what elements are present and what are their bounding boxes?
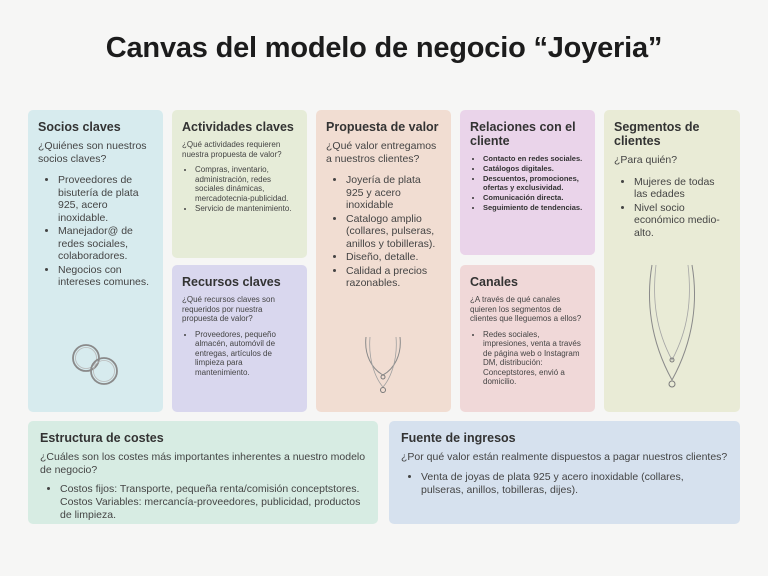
- card-list: [182, 165, 297, 214]
- card-question: ¿Qué recursos claves son requeridos por nuestra propuesta de valor?: [182, 295, 275, 323]
- card-question: ¿Para quién?: [614, 154, 678, 166]
- card-canales: [460, 265, 595, 412]
- list-item: • Manejador@ de redes sociales, colaboradores.: [58, 225, 153, 263]
- card-question: ¿Qué actividades requieren nuestra propuesta de valor?: [182, 140, 282, 159]
- card-socios-claves: [28, 110, 163, 412]
- list-item: • Contacto en redes sociales.: [483, 154, 585, 163]
- card-segmentos-de-clientes: [604, 110, 740, 412]
- card-list: [38, 174, 153, 289]
- list-item: • Mujeres de todas las edades: [634, 176, 730, 201]
- list-item: • Compras, inventario, administración, redes sociales dinámicas, mercadotecnia-publicidad.: [195, 165, 297, 203]
- card-recursos-claves: [172, 265, 307, 412]
- card-relaciones-con-el-cliente: [460, 110, 595, 255]
- list-item: • Diseño, detalle.: [346, 251, 441, 264]
- card-heading: Socios claves: [38, 120, 121, 134]
- list-item: • Costos fijos: Transporte, pequeña renta/comisión conceptstores. Costos Variables: mercancía-proveedores, publicidad, productos de limpieza.: [60, 483, 366, 522]
- card-heading: Actividades claves: [182, 120, 294, 134]
- list-item: • Joyería de plata 925 y acero inoxidable: [346, 174, 441, 212]
- card-question: ¿Qué valor entregamos a nuestros clientes?: [326, 140, 437, 165]
- card-question: ¿Quiénes son nuestros socios claves?: [38, 140, 147, 165]
- card-heading: Propuesta de valor: [326, 120, 439, 134]
- card-heading: Fuente de ingresos: [401, 431, 516, 445]
- card-question: ¿Cuáles son los costes más importantes inherentes a nuestro modelo de negocio?: [40, 451, 366, 476]
- list-item: • Descuentos, promociones, ofertas y exclusividad.: [483, 174, 585, 192]
- list-item: • Venta de joyas de plata 925 y acero inoxidable (collares, pulseras, anillos, tobilleras, dijes).: [421, 471, 728, 497]
- list-item: • Nivel socio económico medio-alto.: [634, 202, 730, 240]
- list-item: • Negocios con intereses comunes.: [58, 264, 153, 289]
- card-list: [401, 471, 728, 497]
- card-heading: Relaciones con el cliente: [470, 120, 576, 148]
- card-heading: Canales: [470, 275, 518, 289]
- list-item: • Proveedores de bisutería de plata 925, acero inoxidable.: [58, 174, 153, 224]
- list-item: • Servicio de mantenimiento.: [195, 204, 297, 214]
- list-item: • Calidad a precios razonables.: [346, 265, 441, 290]
- card-heading: Estructura de costes: [40, 431, 164, 445]
- card-list: [470, 154, 585, 212]
- list-item: • Seguimiento de tendencias.: [483, 203, 585, 212]
- page-title: Canvas del modelo de negocio “Joyeria”: [105, 32, 663, 64]
- card-actividades-claves: [172, 110, 307, 258]
- card-list: [326, 174, 441, 290]
- card-list: [614, 176, 730, 240]
- card-question: ¿A través de qué canales quieren los segmentos de clientes que lleguemos a ellos?: [470, 295, 582, 323]
- list-item: • Proveedores, pequeño almacén, automóvil de entregas, artículos de limpieza para mantenimiento.: [195, 330, 297, 378]
- card-heading: Segmentos de clientes: [614, 120, 700, 148]
- hoop-earrings-icon: [66, 338, 126, 393]
- card-propuesta-de-valor: [316, 110, 451, 412]
- card-list: [182, 330, 297, 378]
- card-fuente-de-ingresos: [389, 421, 740, 524]
- list-item: • Catalogo amplio (collares, pulseras, anillos y tobilleras).: [346, 213, 441, 251]
- card-heading: Recursos claves: [182, 275, 281, 289]
- pendant-necklace-icon: [642, 260, 702, 395]
- necklace-icon: [358, 335, 408, 400]
- list-item: • Comunicación directa.: [483, 193, 585, 202]
- list-item: • Catálogos digitales.: [483, 164, 585, 173]
- card-estructura-de-costes: [28, 421, 378, 524]
- card-list: [470, 330, 585, 387]
- list-item: • Redes sociales, impresiones, venta a través de página web o Instagram DM, distribución: Conceptstores, envió a domicilio.: [483, 330, 585, 387]
- card-list: [40, 483, 366, 522]
- card-question: ¿Por qué valor están realmente dispuestos a pagar nuestros clientes?: [401, 451, 728, 463]
